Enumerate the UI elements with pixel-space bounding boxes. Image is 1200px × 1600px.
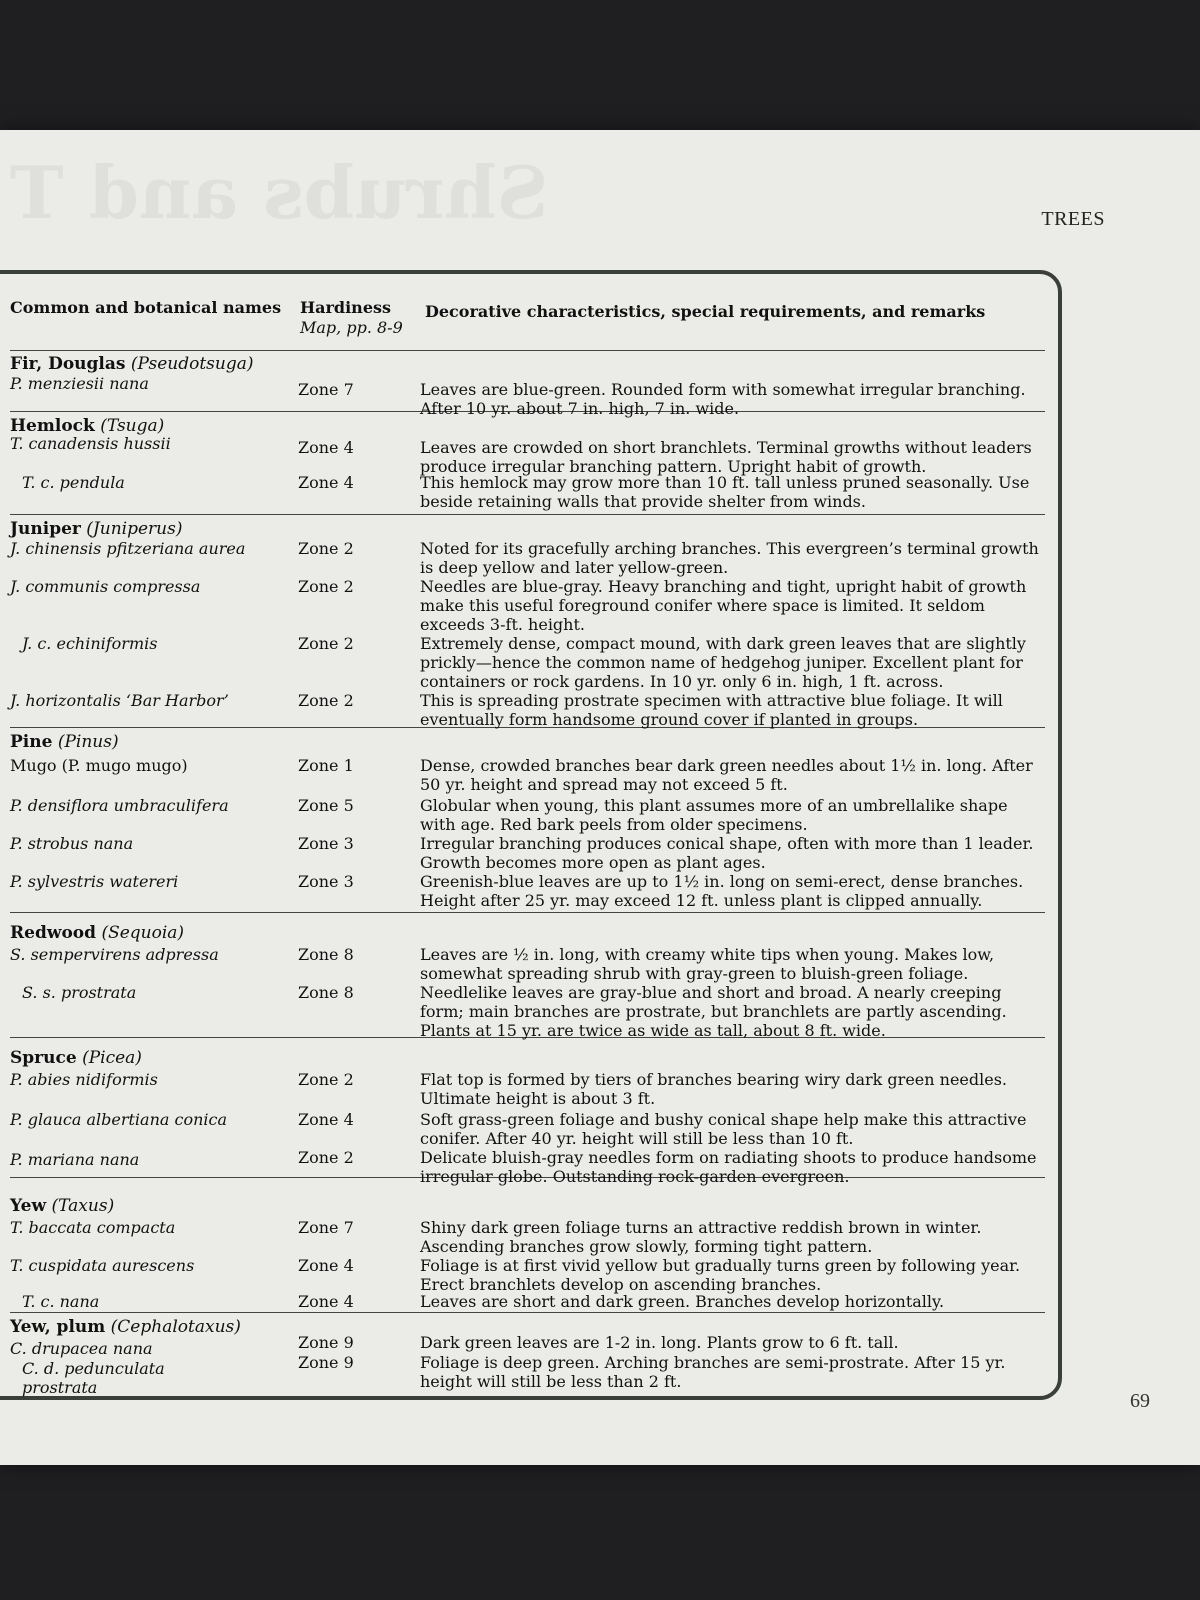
hardiness-zone: Zone 7 xyxy=(298,1218,354,1237)
hardiness-zone: Zone 3 xyxy=(298,872,354,891)
hardiness-zone: Zone 4 xyxy=(298,438,354,457)
hardiness-zone: Zone 5 xyxy=(298,796,354,815)
botanical-name: T. c. pendula xyxy=(22,473,125,492)
botanical-name: J. chinensis pfitzeriana aurea xyxy=(10,539,246,558)
botanical-name: T. baccata compacta xyxy=(10,1218,176,1237)
hardiness-zone: Zone 7 xyxy=(298,380,354,399)
book-page xyxy=(0,130,1200,1465)
botanical-name: P. glauca albertiana conica xyxy=(10,1110,228,1129)
hardiness-zone: Zone 2 xyxy=(298,1148,354,1167)
column-header-remarks: Decorative characteristics, special requirements, and remarks xyxy=(425,302,986,321)
remarks: Flat top is formed by tiers of branches bearing wiry dark green needles. Ultimate height is about 3 ft. xyxy=(420,1070,1008,1108)
hardiness-zone: Zone 4 xyxy=(298,1110,354,1129)
remarks: Shiny dark green foliage turns an attractive reddish brown in winter. Ascending branches grow slowly, forming tight pattern. xyxy=(420,1218,982,1256)
botanical-name: P. sylvestris watereri xyxy=(10,872,179,891)
remarks: Dark green leaves are 1-2 in. long. Plants grow to 6 ft. tall. xyxy=(420,1333,899,1352)
botanical-name: S. s. prostrata xyxy=(22,983,137,1002)
remarks: Noted for its gracefully arching branches. This evergreen’s terminal growth is deep yellow and later yellow-green. xyxy=(420,539,1039,577)
remarks: Globular when young, this plant assumes more of an umbrellalike shape with age. Red bark peels from older specimens. xyxy=(420,796,1008,834)
botanical-name: S. sempervirens adpressa xyxy=(10,945,219,964)
remarks: This hemlock may grow more than 10 ft. tall unless pruned seasonally. Use beside retaining walls that provide shelter from winds. xyxy=(420,473,1030,511)
botanical-name: T. canadensis hussii xyxy=(10,434,171,453)
hardiness-zone: Zone 1 xyxy=(298,756,354,775)
botanical-name: P. mariana nana xyxy=(10,1150,140,1169)
hardiness-zone: Zone 3 xyxy=(298,834,354,853)
botanical-name: P. menziesii nana xyxy=(10,374,149,393)
hardiness-zone: Zone 2 xyxy=(298,1070,354,1089)
botanical-name: T. c. nana xyxy=(22,1292,100,1311)
plant-group-yew-plum xyxy=(10,1313,1045,1403)
plant-group-spruce xyxy=(10,1038,1045,1186)
remarks: Leaves are blue-green. Rounded form with somewhat irregular branching. After 10 yr. about 7 in. high, 7 in. wide. xyxy=(420,380,1026,418)
plant-group-pine xyxy=(10,728,1045,913)
hardiness-zone: Zone 4 xyxy=(298,1256,354,1275)
column-header-hardiness: Hardiness xyxy=(300,298,392,317)
remarks: Needlelike leaves are gray-blue and short and broad. A nearly creeping form; main branches are prostrate, but branchlets are partly ascending. Plants at 15 yr. are twice as wide as tall, about 8 ft. wide. xyxy=(420,983,1007,1040)
hardiness-zone: Zone 2 xyxy=(298,691,354,710)
plant-group-juniper xyxy=(10,515,1045,728)
group-title: Yew (Taxus) xyxy=(10,1196,115,1216)
botanical-name: P. strobus nana xyxy=(10,834,134,853)
remarks: Soft grass-green foliage and bushy conical shape help make this attractive conifer. After 40 yr. height will still be less than 10 ft. xyxy=(420,1110,1027,1148)
group-title: Spruce (Picea) xyxy=(10,1048,142,1068)
plant-group-yew xyxy=(10,1178,1045,1313)
botanical-name: J. horizontalis ‘Bar Harbor’ xyxy=(10,691,229,710)
hardiness-zone: Zone 8 xyxy=(298,945,354,964)
botanical-name: C. drupacea nana xyxy=(10,1339,153,1358)
hardiness-zone: Zone 2 xyxy=(298,577,354,596)
column-header-names: Common and botanical names xyxy=(10,298,282,317)
remarks: Foliage is at first vivid yellow but gradually turns green by following year. Erect branchlets develop on ascending branches. xyxy=(420,1256,1021,1294)
hardiness-zone: Zone 8 xyxy=(298,983,354,1002)
remarks: This is spreading prostrate specimen with attractive blue foliage. It will eventually form handsome ground cover if planted in groups. xyxy=(420,691,1003,729)
column-header-hardiness-map: Map, pp. 8-9 xyxy=(300,318,403,337)
remarks: Irregular branching produces conical shape, often with more than 1 leader. Growth becomes more open as plant ages. xyxy=(420,834,1034,872)
botanical-name: J. communis compressa xyxy=(10,577,201,596)
group-title: Hemlock (Tsuga) xyxy=(10,416,165,436)
hardiness-zone: Zone 2 xyxy=(298,539,354,558)
remarks: Dense, crowded branches bear dark green needles about 1½ in. long. After 50 yr. height and spread may not exceed 5 ft. xyxy=(420,756,1033,794)
running-head: TREES xyxy=(1041,208,1105,230)
botanical-name: P. abies nidiformis xyxy=(10,1070,158,1089)
remarks: Leaves are short and dark green. Branches develop horizontally. xyxy=(420,1292,945,1311)
remarks: Needles are blue-gray. Heavy branching and tight, upright habit of growth make this useful foreground conifer where space is limited. It seldom exceeds 3-ft. height. xyxy=(420,577,1027,634)
botanical-name: P. densiflora umbraculifera xyxy=(10,796,229,815)
plant-group-redwood xyxy=(10,913,1045,1038)
group-title: Redwood (Sequoia) xyxy=(10,923,185,943)
botanical-name: Mugo (P. mugo mugo) xyxy=(10,756,188,775)
group-title: Pine (Pinus) xyxy=(10,732,119,752)
hardiness-zone: Zone 2 xyxy=(298,634,354,653)
page-number: 69 xyxy=(1130,1390,1150,1412)
remarks: Foliage is deep green. Arching branches are semi-prostrate. After 15 yr. height will still be less than 2 ft. xyxy=(420,1353,1006,1391)
plant-group-fir xyxy=(10,350,1045,418)
show-through-heading: Shrubs and T xyxy=(10,150,549,235)
botanical-name: J. c. echiniformis xyxy=(22,634,158,653)
remarks: Greenish-blue leaves are up to 1½ in. long on semi-erect, dense branches. Height after 25 yr. may exceed 12 ft. unless plant is clipped annually. xyxy=(420,872,1024,910)
group-title: Juniper (Juniperus) xyxy=(10,519,183,539)
group-title: Fir, Douglas (Pseudotsuga) xyxy=(10,354,254,374)
hardiness-zone: Zone 9 xyxy=(298,1353,354,1372)
hardiness-zone: Zone 9 xyxy=(298,1333,354,1352)
botanical-name: T. cuspidata aurescens xyxy=(10,1256,195,1275)
remarks: Extremely dense, compact mound, with dark green leaves that are slightly prickly—hence the common name of hedgehog juniper. Excellent plant for containers or rock gardens. In 10 yr. only 6 in. high, 1 ft. across. xyxy=(420,634,1026,691)
group-title: Yew, plum (Cephalotaxus) xyxy=(10,1317,241,1337)
remarks: Leaves are ½ in. long, with creamy white tips when young. Makes low, somewhat spreading shrub with gray-green to bluish-green foliage. xyxy=(420,945,995,983)
table-header xyxy=(10,290,1045,351)
remarks: Leaves are crowded on short branchlets. Terminal growths without leaders produce irregular branching pattern. Upright habit of growth. xyxy=(420,438,1032,476)
hardiness-zone: Zone 4 xyxy=(298,473,354,492)
plant-group-hemlock xyxy=(10,412,1045,515)
remarks: Delicate bluish-gray needles form on radiating shoots to produce handsome irregular globe. Outstanding rock-garden evergreen. xyxy=(420,1148,1037,1186)
botanical-name: C. d. pedunculata prostrata xyxy=(22,1359,165,1397)
hardiness-zone: Zone 4 xyxy=(298,1292,354,1311)
